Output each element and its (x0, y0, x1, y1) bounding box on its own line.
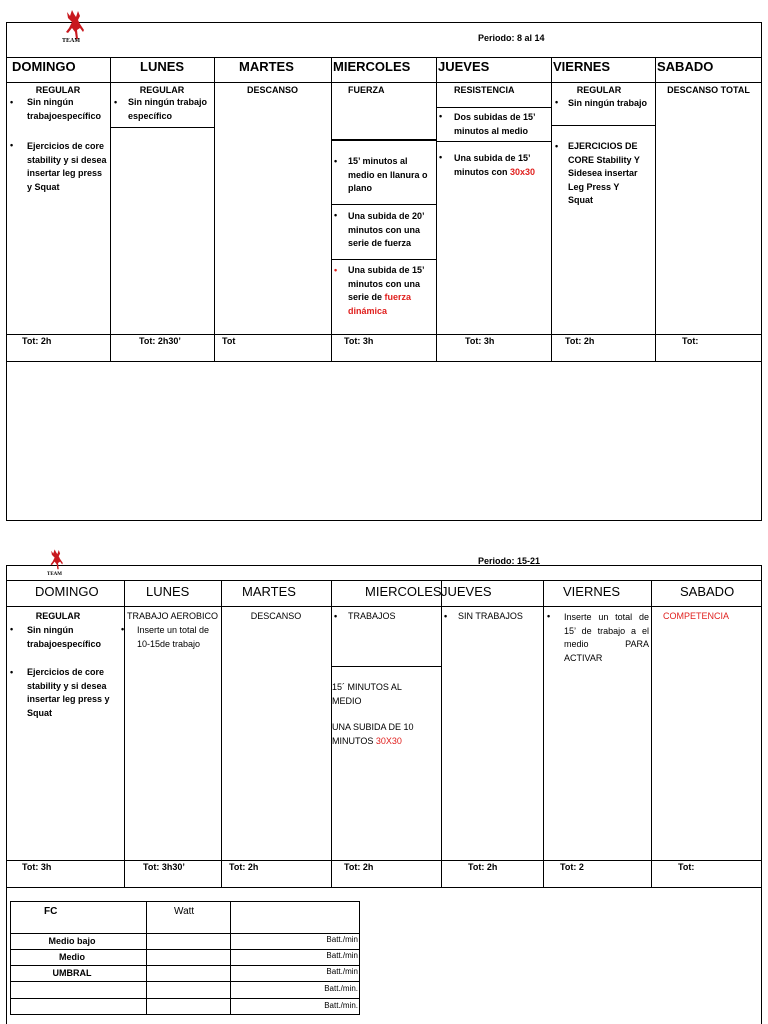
w2-day-sabado: SABADO (680, 584, 735, 599)
w1-day-martes: MARTES (239, 59, 294, 74)
w1-day-sabado: SABADO (657, 59, 714, 74)
w1-lunes-b1: Sin ningún trabajo específico (128, 97, 207, 121)
week2-periodo: Periodo: 15-21 (478, 556, 541, 566)
w1-total-domingo: Tot: 2h (22, 336, 52, 346)
w2-day-martes: MARTES (242, 584, 296, 599)
w2-viernes-b1: Inserte un total de 15’ de trabajo a el medio PARA ACTIVAR (564, 612, 649, 663)
w2-day-miercoles: MIERCOLES (365, 584, 442, 599)
w2-day-viernes: VIERNES (563, 584, 621, 599)
bullet-icon: • (555, 141, 559, 151)
w1-miercoles-b3: Una subida de 15’ minutos con una serie de fuerza dinámica (348, 265, 425, 316)
w1-col-div (551, 57, 552, 361)
w1-col-div (110, 57, 111, 361)
w2-day-lunes: LUNES (146, 584, 190, 599)
bullet-icon: • (334, 611, 338, 621)
w1-lunes-sub-line (110, 127, 214, 128)
w2-mier-line (331, 666, 441, 667)
fc-row-line (10, 998, 360, 999)
bullet-icon: • (10, 140, 14, 150)
w2-col-div (651, 580, 652, 887)
w1-col-div (331, 57, 332, 361)
w1-col-div (214, 57, 215, 361)
w1-miercoles-b2: Una subida de 20’ minutos con una serie de fuerza (348, 211, 425, 248)
w1-domingo-b1: Sin ningún trabajoespecífico (27, 97, 102, 121)
fc-row-unit: Batt./min (326, 935, 358, 944)
w1-jueves-head: RESISTENCIA (454, 85, 515, 95)
w1-total-jueves: Tot: 3h (465, 336, 495, 346)
bullet-icon: • (334, 265, 338, 275)
bullet-icon: • (10, 667, 14, 677)
bullet-icon: • (555, 97, 559, 107)
w1-viernes-b2: EJERCICIOS DE CORE Stability Y Sidesea insertar Leg Press Y Squat (568, 141, 640, 205)
w1-miercoles-b1: 15’ minutos al medio en llanura o plano (348, 156, 428, 193)
w1-col-div (655, 57, 656, 361)
w1-header-top (6, 57, 762, 58)
bullet-icon: • (121, 624, 125, 634)
w1-total-miercoles: Tot: 3h (344, 336, 374, 346)
bullet-icon: • (334, 156, 338, 166)
logo-text: TEAM (47, 572, 62, 577)
w2-lunes-b1: Inserte un total de 10-15de trabajo (137, 625, 210, 649)
w1-lunes-head: REGULAR (139, 85, 185, 95)
w2-total-lunes: Tot: 3h30’ (143, 862, 185, 872)
fc-row-line (10, 981, 360, 982)
week1-periodo: Periodo: 8 al 14 (478, 33, 545, 43)
w1-day-jueves: JUEVES (438, 59, 490, 74)
w1-jueves-b2: Una subida de 15’ minutos con 30x30 (454, 153, 536, 177)
bullet-icon: • (114, 97, 118, 107)
w2-total-viernes: Tot: 2 (560, 862, 584, 872)
w1-domingo-b2: Ejercicios de core stability y si desea insertar leg press y Squat (27, 141, 107, 192)
w2-total-sabado: Tot: (678, 862, 695, 872)
w1-header-bottom (6, 82, 762, 83)
w2-day-jueves: JUEVES (441, 584, 492, 599)
fc-row-unit: Batt./min. (324, 1001, 358, 1010)
w2-lunes-head: TRABAJO AEROBICO (127, 611, 219, 621)
w2-sabado-head: COMPETENCIA (663, 611, 730, 621)
bullet-icon: • (439, 111, 443, 121)
w1-totals-bottom (6, 361, 762, 362)
fc-row-unit: Batt./min (326, 967, 358, 976)
w2-col-div (221, 580, 222, 887)
w2-header-top (6, 580, 762, 581)
w2-header-bottom (6, 606, 762, 607)
w2-day-domingo: DOMINGO (35, 584, 99, 599)
w2-miercoles-b1: TRABAJOS (348, 611, 396, 621)
bullet-icon: • (439, 152, 443, 162)
w1-day-miercoles: MIERCOLES (333, 59, 411, 74)
w2-jueves-b1: SIN TRABAJOS (458, 611, 523, 621)
fc-row-unit: Batt./min (326, 951, 358, 960)
w1-total-sabado: Tot: (682, 336, 699, 346)
w1-viernes-head: REGULAR (576, 85, 622, 95)
fc-row-label: Medio bajo (48, 936, 96, 946)
w1-day-viernes: VIERNES (553, 59, 611, 74)
w2-domingo-b1: Sin ningún trabajoespecífico (27, 625, 102, 649)
w2-total-domingo: Tot: 3h (22, 862, 52, 872)
w1-totals-top (6, 334, 762, 335)
bullet-icon: • (444, 611, 448, 621)
w1-day-lunes: LUNES (140, 59, 185, 74)
w2-col-div (543, 580, 544, 887)
w1-day-domingo: DOMINGO (12, 59, 76, 74)
w2-domingo-b2: Ejercicios de core stability y si desea insertar leg press y Squat (27, 667, 110, 718)
w2-domingo-head: REGULAR (35, 611, 81, 621)
w1-jueves-b1: Dos subidas de 15’ minutos al medio (454, 112, 536, 136)
w1-jueves-line (436, 107, 551, 108)
fc-row-line (10, 949, 360, 950)
w1-total-lunes: Tot: 2h30’ (139, 336, 181, 346)
w2-martes-head: DESCANSO (250, 611, 302, 621)
w1-viernes-b1: Sin ningún trabajo (568, 98, 647, 108)
logo-text: TEAM (62, 38, 80, 44)
w1-mier-line (331, 139, 436, 141)
w2-total-martes: Tot: 2h (229, 862, 259, 872)
w1-sabado-head: DESCANSO TOTAL (667, 85, 750, 95)
bullet-icon: • (334, 210, 338, 220)
fc-row-label: UMBRAL (52, 968, 92, 978)
w1-total-martes: Tot (222, 336, 236, 346)
fc-row-unit: Batt./min. (324, 984, 358, 993)
w1-total-viernes: Tot: 2h (565, 336, 595, 346)
w1-miercoles-head: FUERZA (348, 85, 385, 95)
w1-mier-line (331, 259, 436, 260)
w2-totals-top (6, 860, 762, 861)
w2-total-miercoles: Tot: 2h (344, 862, 374, 872)
w2-total-jueves: Tot: 2h (468, 862, 498, 872)
deer-logo-icon (44, 548, 68, 574)
w1-domingo-head: REGULAR (35, 85, 81, 95)
fc-header: FC (44, 906, 58, 917)
fc-row-label: Medio (59, 952, 85, 962)
w1-col-div (436, 57, 437, 361)
bullet-icon: • (10, 97, 14, 107)
w2-col-div (441, 580, 442, 887)
bullet-icon: • (10, 624, 14, 634)
watt-header: Watt (174, 906, 195, 917)
w2-totals-bottom (6, 887, 762, 888)
w1-viernes-line (551, 125, 655, 126)
w1-jueves-line (436, 141, 551, 142)
w1-martes-head: DESCANSO (246, 85, 298, 95)
bullet-icon: • (547, 611, 551, 621)
w2-miercoles-p2: UNA SUBIDA DE 10 MINUTOS 30X30 (332, 722, 414, 746)
fc-row-line (10, 965, 360, 966)
w2-miercoles-p1: 15´ MINUTOS AL MEDIO (332, 682, 402, 706)
w1-mier-line (331, 204, 436, 205)
fc-row-line (10, 933, 360, 934)
